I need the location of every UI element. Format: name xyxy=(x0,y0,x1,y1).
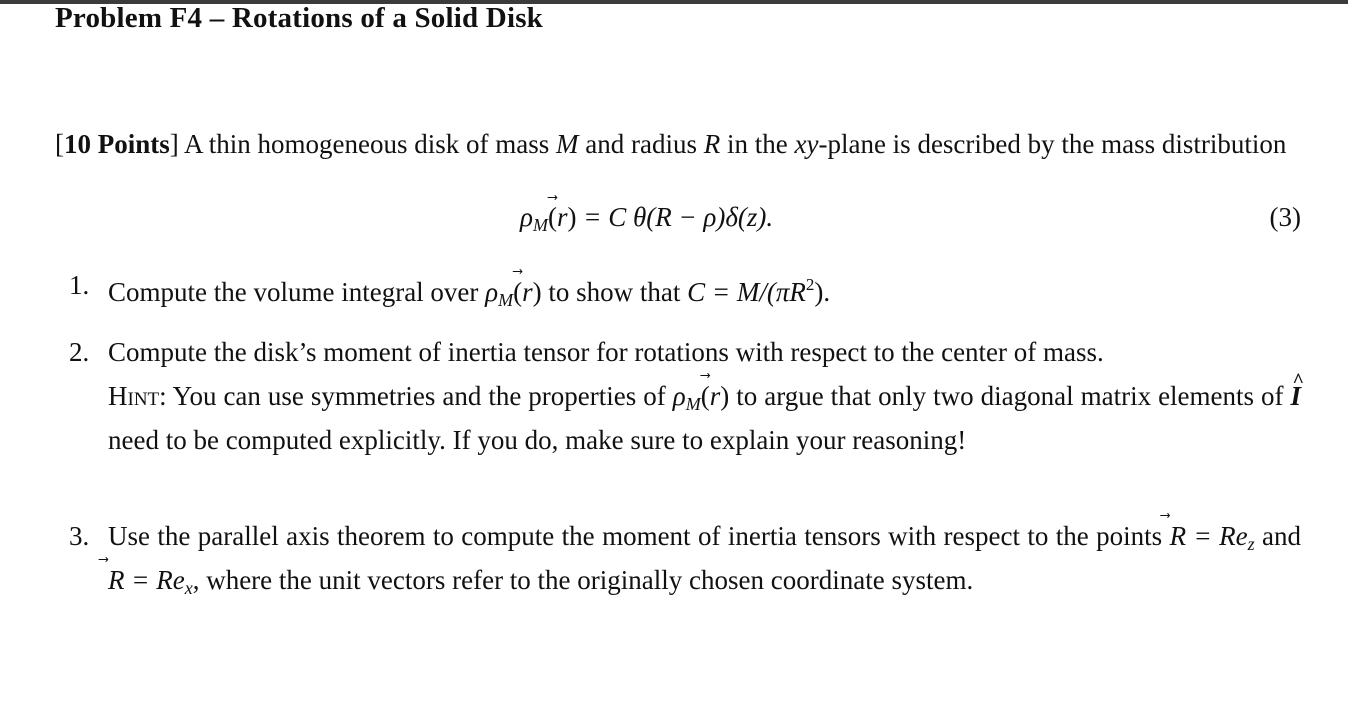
problem-title: Problem F4 – Rotations of a Solid Disk xyxy=(55,2,544,34)
intro-text-1: A thin homogeneous disk of mass xyxy=(184,129,550,159)
list-item xyxy=(55,267,1301,318)
item-number: 2. xyxy=(69,337,90,367)
intro-text-3: in the xyxy=(727,129,788,159)
normalization-result: $C = M/(\pi R^2)$. xyxy=(687,275,831,307)
equation-rest: = C θ(R − ρ)δ(z). xyxy=(583,202,774,232)
hint-label: Hint: xyxy=(108,381,167,411)
list-item xyxy=(55,334,1301,458)
rho-m-symbol: $\rho_M(⃗$ r) xyxy=(673,381,729,411)
inertia-tensor-symbol: ^ I xyxy=(1291,378,1302,414)
hint-block: Hint: You can use symmetries and the properties of $\rho_M(⃗$ r) to argue that only two diagonal matrix elements of ^ I need to be computed explicitly. If you do, make sure to explain your reasoning! xyxy=(108,378,1301,458)
points-label: 10 Points xyxy=(64,129,170,159)
equation-number: (3) xyxy=(1269,202,1301,232)
item-body: Compute the disk’s moment of inertia tensor for rotations with respect to the center of mass. Hint: You can use symmetries and the properties of $\rho_M(⃗$ r) to argue that only two diagonal matrix elements of ^ I need to be computed explicitly. If you do, make sure to explain your reasoning! xyxy=(108,334,1301,458)
mass-distribution-equation: $\rho_M(⃗$ r) = C θ(R − ρ)δ(z). xyxy=(520,199,773,244)
plane-symbol: xy xyxy=(794,129,819,159)
item-number: 1. xyxy=(69,270,90,300)
r-vector: ⃗ r xyxy=(557,199,568,236)
problem-intro: [10 Points] A thin homogeneous disk of mass M and radius R in the xy-plane is described by the mass distribution xyxy=(55,129,1287,159)
item-body: Use the parallel axis theorem to compute the moment of inertia tensors with respect to the points ⃗ $R = Re_z$ and ⃗ $R = Re_x$, where the unit vectors refer to the originally chosen coordinate system. xyxy=(108,518,1301,606)
item-body: Compute the volume integral over $\rho_M(⃗$ r) to show that $C = M/(\pi R^2)$. xyxy=(108,267,1301,318)
item-number: 3. xyxy=(69,521,90,551)
rho-m-symbol: $\rho_M(⃗$ r) xyxy=(485,277,541,307)
intro-text-2: and radius xyxy=(585,129,697,159)
list-item xyxy=(55,518,1301,606)
point-2-formula: ⃗ $R = Re_x$ xyxy=(108,565,193,595)
radius-symbol: R xyxy=(703,129,721,159)
point-1-formula: ⃗ $R = Re_z$ xyxy=(1170,521,1255,551)
equation-row xyxy=(55,199,1301,236)
intro-text-4: -plane is described by the mass distribution xyxy=(818,129,1287,159)
mass-symbol: M xyxy=(556,129,579,159)
